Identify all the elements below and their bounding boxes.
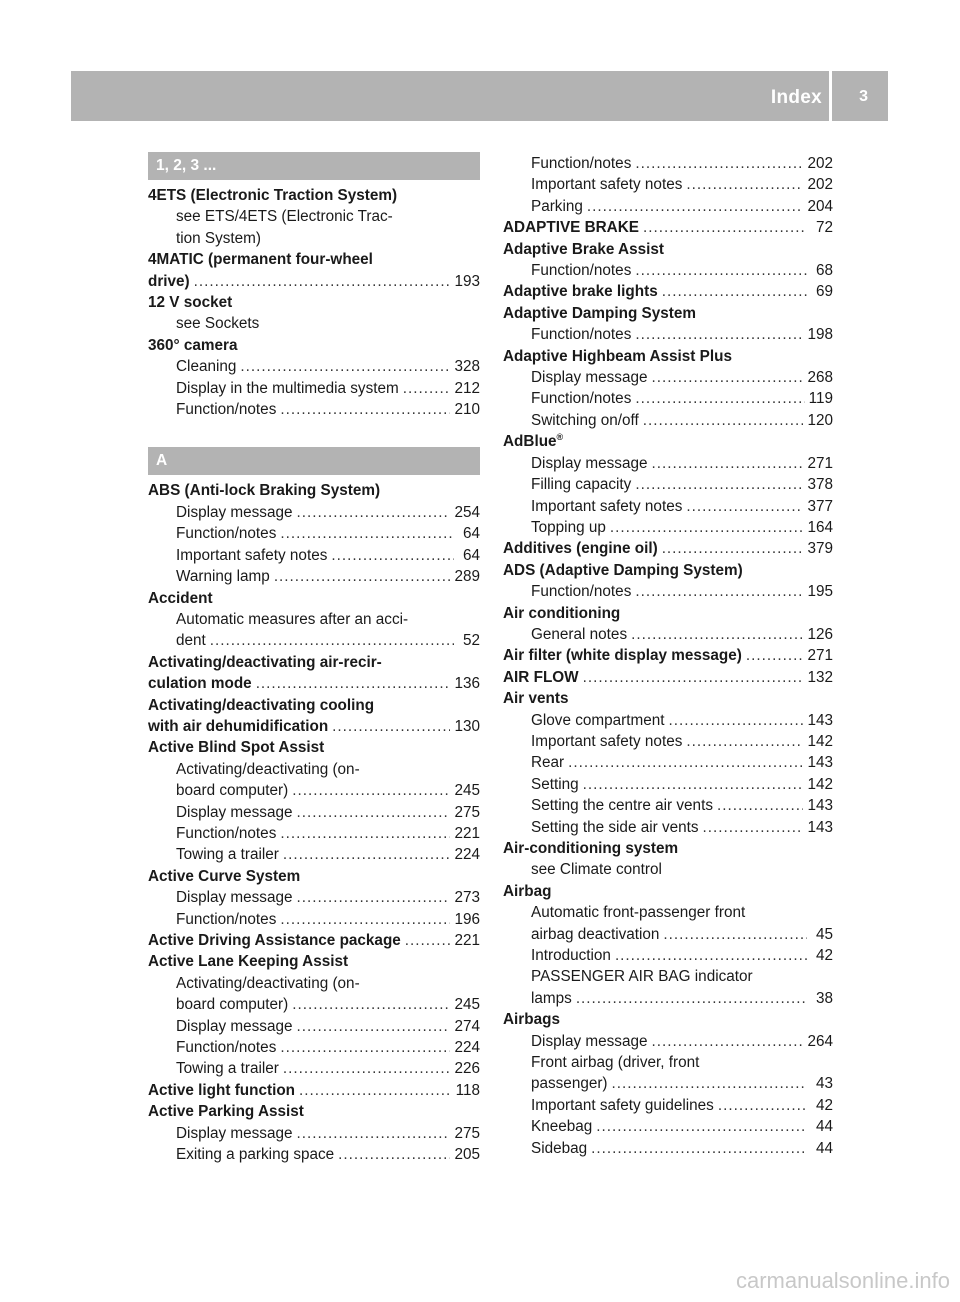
leader-dots xyxy=(583,774,804,795)
leader-dots xyxy=(686,174,803,195)
leader-dots xyxy=(686,496,803,517)
index-entry[interactable] xyxy=(503,538,833,559)
index-subentry-text: Front airbag (driver, front xyxy=(531,1054,700,1072)
entry-text: Display message xyxy=(176,1124,293,1142)
index-heading: Adaptive Highbeam Assist Plus xyxy=(503,347,732,365)
index-subentry[interactable] xyxy=(148,566,480,587)
index-subentry[interactable] xyxy=(503,581,833,602)
entry-page[interactable]: 226 xyxy=(454,1060,480,1078)
leader-dots xyxy=(576,988,807,1009)
leader-dots xyxy=(568,752,803,773)
entry-page[interactable]: 198 xyxy=(807,326,833,344)
index-subentry[interactable] xyxy=(503,774,833,795)
index-subentry[interactable] xyxy=(503,710,833,731)
entry-text: Function/notes xyxy=(531,262,632,280)
index-subentry[interactable] xyxy=(503,945,833,966)
leader-dots xyxy=(635,388,804,409)
leader-dots xyxy=(662,281,807,302)
index-entry[interactable] xyxy=(503,645,833,666)
leader-dots xyxy=(596,1116,807,1137)
entry-text: drive) xyxy=(148,272,190,290)
leader-dots xyxy=(210,630,454,651)
entry-text: Display message xyxy=(176,1017,293,1035)
index-subentry[interactable] xyxy=(148,1037,480,1058)
entry-page[interactable]: 271 xyxy=(807,647,833,665)
leader-dots xyxy=(299,1080,452,1101)
index-entry[interactable] xyxy=(148,1080,480,1101)
leader-dots xyxy=(651,367,803,388)
entry-text: Additives (engine oil) xyxy=(503,540,658,558)
entry-page[interactable]: 196 xyxy=(454,910,480,928)
leader-dots xyxy=(612,1073,807,1094)
entry-text: Air filter (white display message) xyxy=(503,647,742,665)
entry-text: ADAPTIVE BRAKE xyxy=(503,219,639,237)
index-heading: ADS (Adaptive Damping System) xyxy=(503,561,743,579)
index-heading: Accident xyxy=(148,589,213,607)
entry-page[interactable]: 245 xyxy=(454,782,480,800)
leader-dots xyxy=(610,517,804,538)
leader-dots xyxy=(338,1144,450,1165)
entry-page[interactable]: 224 xyxy=(454,846,480,864)
index-heading: Adaptive Damping System xyxy=(503,304,696,322)
entry-page[interactable]: 224 xyxy=(454,1039,480,1057)
index-heading: 4ETS (Electronic Traction System) xyxy=(148,187,398,204)
leader-dots xyxy=(717,795,804,816)
leader-dots xyxy=(240,356,450,377)
entry-text: Function/notes xyxy=(531,326,632,344)
entry-text: Setting the side air vents xyxy=(531,818,699,836)
registered-mark: ® xyxy=(556,432,564,443)
leader-dots xyxy=(583,667,804,688)
entry-text: Function/notes xyxy=(176,910,277,928)
entry-text: Towing a trailer xyxy=(176,846,279,864)
index-entry[interactable] xyxy=(148,930,480,951)
leader-dots xyxy=(635,153,803,174)
entry-page[interactable]: 328 xyxy=(454,358,480,376)
entry-text: Display message xyxy=(176,803,293,821)
entry-page[interactable]: 132 xyxy=(807,668,833,686)
entry-text: Towing a trailer xyxy=(176,1060,279,1078)
entry-text: culation mode xyxy=(148,675,252,693)
leader-dots xyxy=(296,887,450,908)
index-subentry[interactable] xyxy=(148,1144,480,1165)
entry-text: Display message xyxy=(176,889,293,907)
entry-text: Active Driving Assistance package xyxy=(148,932,401,949)
entry-page[interactable]: 52 xyxy=(462,632,480,650)
index-heading: Air-conditioning system xyxy=(503,840,679,857)
leader-dots xyxy=(280,399,450,420)
entry-text: Display message xyxy=(176,503,293,521)
header-divider xyxy=(829,71,832,121)
entry-page[interactable]: 72 xyxy=(815,219,833,237)
entry-page[interactable]: 45 xyxy=(815,925,833,943)
leader-dots xyxy=(280,823,450,844)
leader-dots xyxy=(591,1138,807,1159)
entry-page[interactable]: 130 xyxy=(454,717,480,735)
entry-page[interactable]: 38 xyxy=(815,989,833,1007)
entry-page[interactable]: 274 xyxy=(454,1017,480,1035)
watermark: carmanualsonline.info xyxy=(735,1268,950,1293)
index-subentry[interactable] xyxy=(148,887,480,908)
entry-page[interactable]: 44 xyxy=(815,1118,833,1136)
index-heading: Activating/deactivating air-recir- xyxy=(148,653,382,671)
index-subentry[interactable] xyxy=(148,399,480,420)
entry-text: lamps xyxy=(531,989,572,1007)
entry-page[interactable]: 221 xyxy=(454,932,480,949)
index-entry[interactable] xyxy=(503,217,833,238)
entry-page[interactable]: 193 xyxy=(454,272,480,290)
entry-page[interactable]: 275 xyxy=(454,803,480,821)
leader-dots xyxy=(718,1095,807,1116)
entry-text: dent xyxy=(176,632,206,650)
index-heading: Activating/deactivating cooling xyxy=(148,696,375,714)
leader-dots xyxy=(274,566,451,587)
entry-text: Function/notes xyxy=(531,583,632,601)
entry-text: Function/notes xyxy=(531,155,632,172)
index-heading: Adaptive Brake Assist xyxy=(503,240,664,258)
index-subentry[interactable] xyxy=(503,388,833,409)
index-subentry[interactable] xyxy=(148,823,480,844)
entry-page[interactable]: 377 xyxy=(807,497,833,515)
entry-text: Topping up xyxy=(531,518,606,536)
entry-page[interactable]: 205 xyxy=(454,1146,480,1164)
entry-text: Function/notes xyxy=(176,824,277,842)
index-subentry[interactable] xyxy=(503,453,833,474)
entry-text: Adaptive brake lights xyxy=(503,283,658,301)
entry-text: Setting xyxy=(531,775,579,793)
index-subentry[interactable] xyxy=(148,502,480,523)
entry-text: Warning lamp xyxy=(176,568,270,586)
entry-page[interactable]: 245 xyxy=(454,996,480,1014)
index-subentry-text: Automatic front-passenger front xyxy=(531,904,746,922)
leader-dots xyxy=(296,1123,450,1144)
index-cross-reference: see Climate control xyxy=(531,861,662,879)
entry-text: Function/notes xyxy=(176,1039,277,1057)
entry-page[interactable]: 212 xyxy=(454,379,480,397)
entry-page[interactable]: 118 xyxy=(455,1081,480,1099)
index-subentry[interactable] xyxy=(148,1016,480,1037)
entry-text: Display message xyxy=(531,369,648,387)
entry-page[interactable]: 43 xyxy=(815,1075,833,1093)
leader-dots xyxy=(403,378,451,399)
leader-dots xyxy=(686,731,803,752)
entry-text: Cleaning xyxy=(176,358,237,376)
entry-text: Switching on/off xyxy=(531,411,639,429)
entry-page[interactable]: 204 xyxy=(807,197,833,215)
index-subentry[interactable] xyxy=(503,817,833,838)
entry-text: Glove compartment xyxy=(531,711,665,729)
index-subentry[interactable] xyxy=(148,630,480,651)
leader-dots xyxy=(283,844,451,865)
leader-dots xyxy=(587,196,804,217)
entry-text: General notes xyxy=(531,625,628,643)
entry-text: Function/notes xyxy=(531,390,632,408)
entry-page[interactable]: 378 xyxy=(807,476,833,494)
index-subentry[interactable] xyxy=(148,523,480,544)
index-subentry[interactable] xyxy=(148,909,480,930)
entry-page[interactable]: 143 xyxy=(807,818,833,836)
entry-text: Display message xyxy=(531,454,648,472)
entry-page[interactable]: 64 xyxy=(462,546,480,564)
leader-dots xyxy=(292,780,450,801)
entry-page[interactable]: 142 xyxy=(807,732,833,750)
index-heading: 4MATIC (permanent four-wheel xyxy=(148,251,373,269)
entry-text: board computer) xyxy=(176,996,289,1014)
index-subentry[interactable] xyxy=(503,196,833,217)
entry-text: with air dehumidification xyxy=(148,717,329,735)
index-subentry[interactable] xyxy=(503,474,833,495)
index-entry[interactable] xyxy=(503,281,833,302)
leader-dots xyxy=(635,581,803,602)
index-subentry[interactable] xyxy=(148,802,480,823)
index-heading: Active Lane Keeping Assist xyxy=(148,953,349,971)
entry-page[interactable]: 289 xyxy=(454,568,480,586)
leader-dots xyxy=(280,523,454,544)
index-cross-reference: see Sockets xyxy=(176,315,260,333)
leader-dots xyxy=(256,673,451,694)
index-subentry-text: Activating/deactivating (on- xyxy=(176,760,360,778)
entry-page[interactable]: 119 xyxy=(808,390,833,408)
entry-text: airbag deactivation xyxy=(531,925,660,943)
index-subentry[interactable] xyxy=(503,752,833,773)
leader-dots xyxy=(635,324,803,345)
entry-page[interactable]: 44 xyxy=(815,1139,833,1157)
index-subentry[interactable] xyxy=(503,1031,833,1052)
leader-dots xyxy=(296,802,450,823)
entry-page[interactable]: 202 xyxy=(807,155,833,172)
leader-dots xyxy=(668,710,803,731)
index-heading: ABS (Anti-lock Braking System) xyxy=(148,482,381,500)
index-subentry[interactable] xyxy=(503,260,833,281)
entry-text: Kneebag xyxy=(531,1118,593,1136)
entry-text: Function/notes xyxy=(176,525,277,543)
entry-text: Active light function xyxy=(148,1081,296,1099)
entry-page[interactable]: 273 xyxy=(454,889,480,907)
leader-dots xyxy=(280,1037,450,1058)
heading-text: AdBlue xyxy=(503,433,557,451)
entry-text: board computer) xyxy=(176,782,289,800)
leader-dots xyxy=(703,817,804,838)
entry-page[interactable]: 143 xyxy=(807,797,833,815)
index-subentry[interactable] xyxy=(503,153,833,174)
entry-page[interactable]: 221 xyxy=(454,824,480,842)
leader-dots xyxy=(296,502,450,523)
entry-page[interactable]: 264 xyxy=(807,1032,833,1050)
index-subentry[interactable] xyxy=(148,994,480,1015)
entry-page[interactable]: 42 xyxy=(815,1096,833,1114)
leader-dots xyxy=(651,1031,803,1052)
entry-text: Display in the multimedia system xyxy=(176,379,399,397)
index-subentry[interactable] xyxy=(503,988,833,1009)
leader-dots xyxy=(283,1058,451,1079)
leader-dots xyxy=(662,538,804,559)
entry-text: Setting the centre air vents xyxy=(531,797,713,815)
page-number: 3 xyxy=(859,88,868,105)
index-subentry[interactable] xyxy=(503,1138,833,1159)
entry-page[interactable]: 68 xyxy=(815,262,833,280)
index-heading: Air vents xyxy=(503,690,569,708)
index-subentry[interactable] xyxy=(503,1095,833,1116)
index-heading: Active Curve System xyxy=(148,867,301,885)
index-subentry[interactable] xyxy=(503,174,833,195)
index-heading: Airbag xyxy=(503,882,552,900)
index-subentry-text: Activating/deactivating (on- xyxy=(176,974,360,992)
index-subentry-text: Automatic measures after an acci- xyxy=(176,610,409,628)
entry-text: Sidebag xyxy=(531,1139,588,1157)
entry-page[interactable]: 202 xyxy=(807,176,833,194)
entry-text: Introduction xyxy=(531,947,611,965)
entry-page[interactable]: 42 xyxy=(815,947,833,965)
index-subentry[interactable] xyxy=(148,378,480,399)
index-entry[interactable] xyxy=(503,667,833,688)
leader-dots xyxy=(663,924,807,945)
entry-text: Function/notes xyxy=(176,401,277,419)
entry-text: passenger) xyxy=(531,1075,608,1093)
entry-text: Filling capacity xyxy=(531,476,632,494)
index-subentry[interactable] xyxy=(148,545,480,566)
index-heading xyxy=(503,431,833,452)
entry-text: AIR FLOW xyxy=(503,668,579,686)
entry-page[interactable]: 254 xyxy=(454,503,480,521)
index-heading: Active Parking Assist xyxy=(148,1103,304,1121)
index-subentry[interactable] xyxy=(148,356,480,377)
index-entry[interactable] xyxy=(148,271,480,292)
section-header-a: A xyxy=(148,447,480,475)
entry-page[interactable]: 195 xyxy=(807,583,833,601)
entry-page[interactable]: 126 xyxy=(807,625,833,643)
leader-dots xyxy=(643,217,807,238)
index-subentry[interactable] xyxy=(503,496,833,517)
index-entry[interactable] xyxy=(148,716,480,737)
entry-text: Parking xyxy=(531,197,583,215)
index-heading: Air conditioning xyxy=(503,604,621,622)
index-entry[interactable] xyxy=(148,673,480,694)
index-subentry[interactable] xyxy=(503,410,833,431)
entry-page[interactable]: 143 xyxy=(807,711,833,729)
leader-dots xyxy=(635,260,807,281)
index-subentry[interactable] xyxy=(148,1123,480,1144)
index-subentry[interactable] xyxy=(503,624,833,645)
entry-page[interactable]: 69 xyxy=(815,283,833,301)
index-heading: Airbags xyxy=(503,1011,560,1029)
leader-dots xyxy=(194,271,451,292)
index-heading: Active Blind Spot Assist xyxy=(148,739,325,757)
index-subentry[interactable] xyxy=(148,844,480,865)
index-subentry[interactable] xyxy=(148,1058,480,1079)
leader-dots xyxy=(651,453,803,474)
entry-page[interactable]: 64 xyxy=(462,525,480,543)
entry-text: Important safety notes xyxy=(176,546,328,564)
entry-page[interactable]: 210 xyxy=(454,401,480,419)
entry-page[interactable]: 275 xyxy=(454,1124,480,1142)
entry-text: Important safety guidelines xyxy=(531,1096,714,1114)
leader-dots xyxy=(280,909,450,930)
index-heading: 360° camera xyxy=(148,336,238,354)
page-header xyxy=(71,71,888,121)
index-subentry[interactable] xyxy=(503,1116,833,1137)
leader-dots xyxy=(331,545,454,566)
section-header-numeric: 1, 2, 3 ... xyxy=(148,152,480,180)
index-subentry[interactable] xyxy=(503,324,833,345)
entry-text: Display message xyxy=(531,1032,648,1050)
leader-dots xyxy=(643,410,804,431)
entry-page[interactable]: 142 xyxy=(807,775,833,793)
leader-dots xyxy=(405,930,451,951)
entry-text: Important safety notes xyxy=(531,176,683,194)
index-heading: 12 V socket xyxy=(148,294,233,312)
leader-dots xyxy=(746,645,804,666)
index-subentry[interactable] xyxy=(503,924,833,945)
leader-dots xyxy=(635,474,803,495)
leader-dots xyxy=(631,624,803,645)
index-cross-reference: see ETS/4ETS (Electronic Trac- xyxy=(176,208,393,226)
leader-dots xyxy=(292,994,450,1015)
index-subentry[interactable] xyxy=(148,780,480,801)
index-subentry[interactable] xyxy=(503,731,833,752)
entry-page[interactable]: 143 xyxy=(807,754,833,772)
index-subentry-text: PASSENGER AIR BAG indicator xyxy=(531,968,753,986)
entry-text: Important safety notes xyxy=(531,497,683,515)
entry-page[interactable]: 268 xyxy=(807,369,833,387)
index-cross-reference: tion System) xyxy=(176,229,262,247)
entry-page[interactable]: 271 xyxy=(807,454,833,472)
entry-text: Exiting a parking space xyxy=(176,1146,335,1164)
entry-page[interactable]: 164 xyxy=(807,518,833,536)
leader-dots xyxy=(615,945,807,966)
index-subentry[interactable] xyxy=(503,367,833,388)
entry-text: Rear xyxy=(531,754,565,772)
left-index-column xyxy=(148,152,480,1165)
entry-page[interactable]: 379 xyxy=(807,540,833,558)
leader-dots xyxy=(332,716,450,737)
leader-dots xyxy=(296,1016,450,1037)
entry-page[interactable]: 120 xyxy=(807,411,833,429)
header-title: Index xyxy=(770,87,822,108)
entry-page[interactable]: 136 xyxy=(454,675,480,693)
index-subentry[interactable] xyxy=(503,795,833,816)
right-index-column xyxy=(503,153,833,1159)
entry-text: Important safety notes xyxy=(531,732,683,750)
index-subentry[interactable] xyxy=(503,517,833,538)
index-subentry[interactable] xyxy=(503,1073,833,1094)
